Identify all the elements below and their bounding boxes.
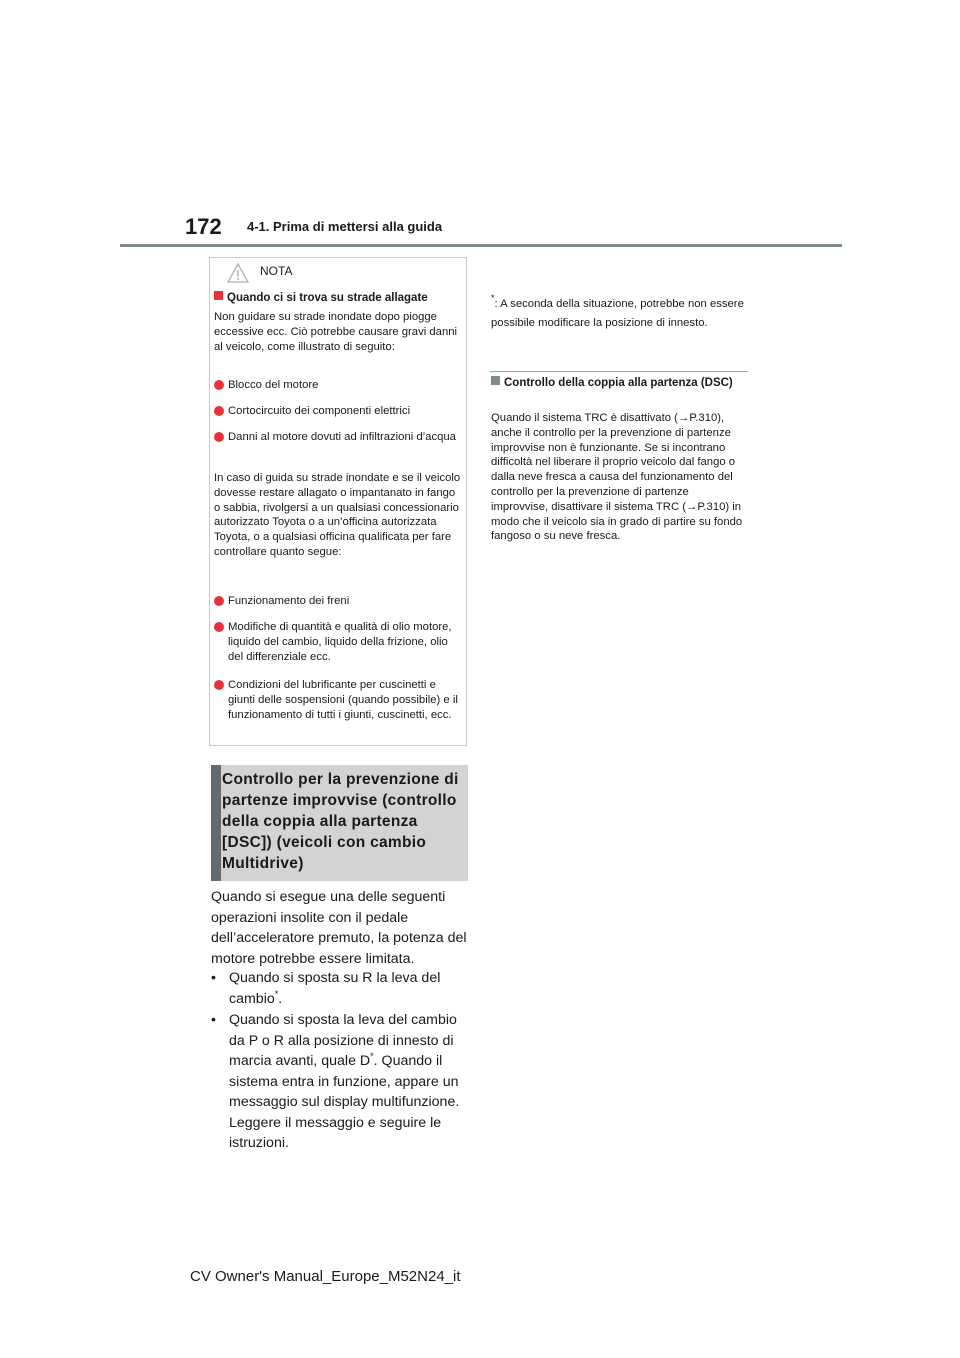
square-bullet-icon (491, 376, 500, 385)
list-item: Danni al motore dovuti ad infiltrazioni d’acqua (214, 430, 464, 445)
footnote: *: A seconda della situazione, potrebbe non essere possibile modificare la posizione di innesto. (491, 293, 744, 329)
circle-bullet-icon (214, 596, 224, 606)
list-item: Cortocircuito dei componenti elettrici (214, 404, 464, 419)
list-item: • Quando si sposta la leva del cambio da P o R alla posizione di innesto di marcia avanti, quale D*. Quando il sistema entra in funzione, appare un messaggio sul display multifunzione. Leggere il messaggio e seguire le istruzioni. (211, 1012, 460, 1151)
subsection-text: Quando il sistema TRC è disattivato (→P.310), anche il controllo per la prevenzione di partenze improvvise non è funzionante. Se si incontrano difficoltà nel liberare il proprio veicolo dal fango o dalla neve fresca a causa del funzionamento del controllo per la prevenzione di partenze improvvise, disattivare il sistema TRC (→P.310) in modo che il veicolo sia in grado di partire su fondo fangoso o su neve fresca. (491, 412, 743, 543)
nota-intro: Non guidare su strade inondate dopo piogge eccessive ecc. Ciò potrebbe causare gravi danni al veicolo, come illustrato di seguito: (214, 311, 458, 353)
warning-triangle-icon (227, 262, 249, 284)
circle-bullet-icon (214, 432, 224, 442)
list-item: Condizioni del lubrificante per cuscinetti e giunti delle sospensioni (quando possibile) e il funzionamento di tutti i giunti, cuscinetti, ecc. (214, 678, 464, 722)
nota-advice: In caso di guida su strade inondate e se il veicolo dovesse restare allagato o impantanato in fango o sabbia, rivolgersi a un qualsiasi concessionario autorizzato Toyota o a un’officina autorizzata Toyota, o a qualsiasi officina qualificata per fare controllare quanto segue: (214, 472, 461, 558)
nota-label: NOTA (260, 264, 293, 278)
circle-bullet-icon (214, 406, 224, 416)
circle-bullet-icon (214, 380, 224, 390)
dsc-intro: Quando si esegue una delle seguenti operazioni insolite con il pedale dell’acceleratore premuto, la potenza del motore potrebbe essere limitata. (211, 889, 467, 967)
square-bullet-icon (214, 291, 223, 300)
circle-bullet-icon (214, 680, 224, 690)
list-item: Blocco del motore (214, 378, 464, 393)
section-title: 4-1. Prima di mettersi alla guida (247, 219, 443, 234)
list-item: • Quando si sposta su R la leva del cambio*. (211, 970, 441, 1007)
section-heading: Controllo per la prevenzione di partenze improvvise (controllo della coppia alla partenza [DSC]) (veicoli con cambio Multidrive) (222, 771, 459, 872)
circle-bullet-icon (214, 622, 224, 632)
list-item: Funzionamento dei freni (214, 594, 464, 609)
nota-heading: Quando ci si trova su strade allagate (214, 291, 428, 304)
list-item: Modifiche di quantità e qualità di olio motore, liquido del cambio, liquido della frizione, olio del differenziale ecc. (214, 620, 464, 664)
footer-manual-name: CV Owner's Manual_Europe_M52N24_it (190, 1268, 461, 1285)
column-divider (490, 371, 748, 372)
subsection-heading: Controllo della coppia alla partenza (DSC) (491, 376, 746, 391)
header-divider (120, 244, 842, 247)
page-number: 172 (185, 214, 222, 239)
